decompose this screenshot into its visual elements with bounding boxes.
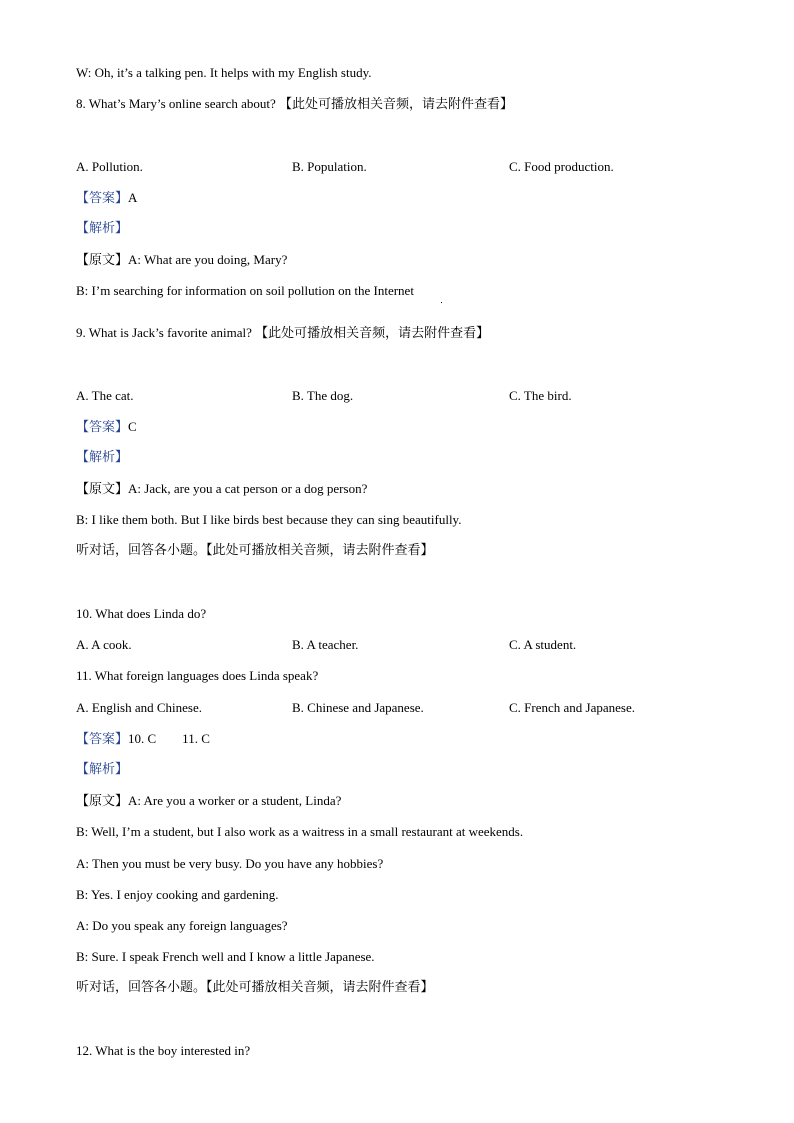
transcript-line (76, 481, 367, 498)
answer-value: C (128, 419, 137, 434)
option-a: A. English and Chinese. (76, 700, 203, 715)
option-b: B. The dog. (292, 388, 354, 403)
listen-instruction: 听对话，回答各小题。【此处可播放相关音频，请去附件查看】 (76, 543, 434, 558)
question-11: 11. What foreign languages does Linda speak? (76, 668, 319, 683)
dialogue-line: B: I’m searching for information on soil pollution on the Internet (76, 283, 414, 298)
transcript-line (76, 793, 341, 810)
option-c: C. French and Japanese. (509, 700, 635, 715)
answer-line (76, 190, 137, 207)
dialogue-line: A: Do you speak any foreign languages? (76, 918, 288, 933)
question-10: 10. What does Linda do? (76, 606, 207, 621)
answer-value: 10. C 11. C (128, 731, 210, 746)
stray-dot (441, 302, 442, 303)
transcript-tag: 【原文】 (76, 253, 129, 268)
option-c: C. Food production. (509, 159, 614, 174)
listen-instruction: 听对话，回答各小题。【此处可播放相关音频，请去附件查看】 (76, 980, 434, 995)
dialogue-line: A: Then you must be very busy. Do you have any hobbies? (76, 856, 384, 871)
option-b: B. Chinese and Japanese. (292, 700, 424, 715)
transcript-text: A: Are you a worker or a student, Linda? (128, 793, 342, 808)
transcript-line (76, 252, 287, 269)
transcript-text: A: What are you doing, Mary? (128, 252, 288, 267)
analysis-tag: 【解析】 (76, 762, 129, 777)
option-a: A. A cook. (76, 637, 132, 652)
transcript-text: A: Jack, are you a cat person or a dog person? (128, 481, 368, 496)
dialogue-line: B: Sure. I speak French well and I know a little Japanese. (76, 949, 375, 964)
answer-tag: 【答案】 (76, 191, 129, 206)
dialogue-line: B: I like them both. But I like birds best because they can sing beautifully. (76, 512, 462, 527)
answer-value: A (128, 190, 138, 205)
option-c: C. The bird. (509, 388, 572, 403)
dialogue-line: B: Yes. I enjoy cooking and gardening. (76, 887, 279, 902)
option-b: B. A teacher. (292, 637, 359, 652)
question-9: 9. What is Jack’s favorite animal? 【此处可播放相关音频，请去附件查看】 (76, 325, 490, 340)
option-c: C. A student. (509, 637, 577, 652)
question-12: 12. What is the boy interested in? (76, 1043, 251, 1058)
answer-line (76, 731, 210, 748)
transcript-tag: 【原文】 (76, 482, 129, 497)
question-8: 8. What’s Mary’s online search about? 【此处可播放相关音频，请去附件查看】 (76, 96, 514, 111)
analysis-tag: 【解析】 (76, 221, 129, 236)
answer-tag: 【答案】 (76, 420, 129, 435)
answer-tag: 【答案】 (76, 732, 129, 747)
analysis-tag: 【解析】 (76, 450, 129, 465)
dialogue-line: W: Oh, it’s a talking pen. It helps with my English study. (76, 65, 372, 80)
answer-line (76, 419, 137, 436)
transcript-tag: 【原文】 (76, 794, 129, 809)
option-b: B. Population. (292, 159, 367, 174)
option-a: A. Pollution. (76, 159, 143, 174)
option-a: A. The cat. (76, 388, 134, 403)
dialogue-line: B: Well, I’m a student, but I also work as a waitress in a small restaurant at weekends. (76, 824, 524, 839)
